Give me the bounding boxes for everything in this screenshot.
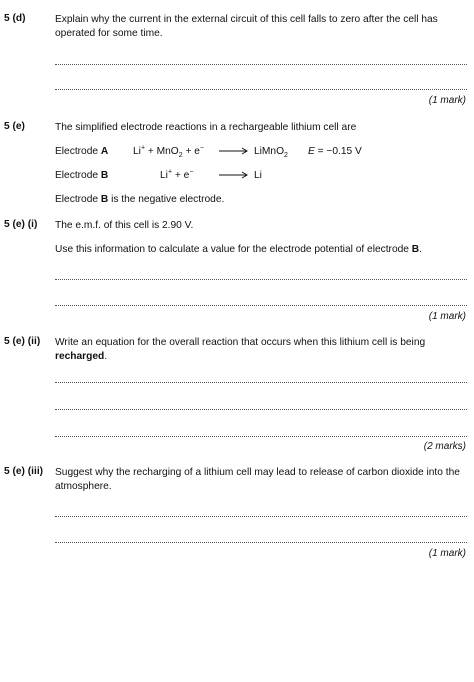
electrode-a-reactants: Li+ + MnO$_2$ + e− [133, 144, 204, 160]
electrode-a-arrow-icon [215, 146, 253, 157]
answer-line-5eii-3[interactable] [55, 436, 467, 437]
answer-line-5ei-2[interactable] [55, 305, 467, 306]
question-5eii-text: Write an equation for the overall reaction that occurs when this lithium cell is being recharged. [55, 337, 426, 362]
electrode-b-reactants: Li+ + e− [160, 168, 194, 181]
question-5e-text: The simplified electrode reactions in a rechargeable lithium cell are [55, 122, 357, 133]
electrode-a-label: Electrode A [55, 146, 109, 157]
electrode-b-product: Li [254, 170, 262, 181]
answer-line-5eiii-1[interactable] [55, 516, 467, 517]
electrode-a-potential: E = −0.15 V [308, 146, 362, 157]
electrode-b-arrow-icon [215, 170, 253, 181]
question-number-5d: 5 (d) [4, 13, 26, 24]
question-5d-text: Explain why the current in the external circuit of this cell falls to zero after the cell has operated for some time. [55, 14, 438, 39]
answer-line-5eii-2[interactable] [55, 409, 467, 410]
question-5eiii-text: Suggest why the recharging of a lithium cell may lead to release of carbon dioxide into the atmosphere. [55, 467, 460, 492]
question-number-5eii: 5 (e) (ii) [4, 336, 41, 347]
answer-line-5eiii-2[interactable] [55, 542, 467, 543]
answer-line-5d-1[interactable] [55, 64, 467, 65]
question-number-5eiii: 5 (e) (iii) [4, 466, 44, 477]
mark-allocation-5d: (1 mark) [428, 95, 466, 106]
mark-allocation-5eiii: (1 mark) [428, 548, 466, 559]
electrode-b-label: Electrode B [55, 170, 109, 181]
electrode-a-product: LiMnO$_2$ [254, 146, 288, 160]
question-number-5ei: 5 (e) (i) [4, 219, 38, 230]
question-5ei-line1: The e.m.f. of this cell is 2.90 V. [55, 220, 194, 231]
negative-electrode-statement: Electrode B is the negative electrode. [55, 194, 225, 205]
mark-allocation-5eii: (2 marks) [423, 441, 466, 452]
answer-line-5d-2[interactable] [55, 89, 467, 90]
question-number-5e: 5 (e) [4, 121, 25, 132]
answer-line-5ei-1[interactable] [55, 279, 467, 280]
question-5ei-line2: Use this information to calculate a value for the electrode potential of electrode B. [55, 244, 422, 255]
answer-line-5eii-1[interactable] [55, 382, 467, 383]
mark-allocation-5ei: (1 mark) [428, 311, 466, 322]
